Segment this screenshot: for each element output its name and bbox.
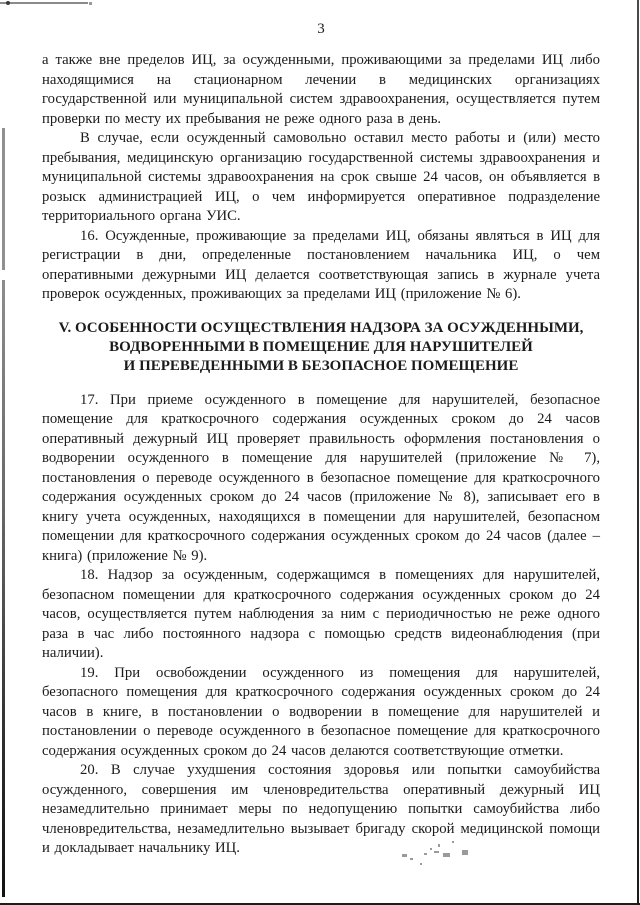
scan-artifact-top-left-dot <box>6 1 10 5</box>
scan-artifact-left-edge-line-lower <box>2 280 5 897</box>
scan-artifact-right-edge-line <box>637 0 639 905</box>
section-heading <box>50 319 592 376</box>
scan-artifact-top-left-line <box>0 2 88 4</box>
paragraph-absence-wanted-notice: В случае, если осужденный самовольно оставил место работы и (или) место пребывания, медицинскую организацию государственной системы здравоохранения и муниципальной системы здравоохранения на срок свыше 24 часов, он объявляется в розыск администрацией ИЦ, о чем информируется оперативное подразделение территориального органа УИС. <box>42 130 600 224</box>
paragraph-continuation: а также вне пределов ИЦ, за осужденными, проживающими за пределами ИЦ либо находящимися на стационарном лечении в медицинских организациях государственной или муниципальной систем здравоохранения, осуществляется путем проверки по месту их пребывания не реже одного раза в день. <box>42 52 600 127</box>
scan-artifact-top-speck <box>89 2 92 5</box>
section-heading-line-1: V. ОСОБЕННОСТИ ОСУЩЕСТВЛЕНИЯ НАДЗОРА ЗА ОСУЖДЕННЫМИ, <box>58 319 584 336</box>
document-text-block <box>42 20 600 859</box>
paragraph-item-16: 16. Осужденные, проживающие за пределами ИЦ, обязаны являться в ИЦ для регистрации в дни, определенные постановлением начальника ИЦ, о чем оперативными дежурными ИЦ делается соответствующая запись в журнале учета проверок осужденных, проживающих за пределами ИЦ (приложение № 6). <box>42 227 600 302</box>
paragraph-item-18: 18. Надзор за осужденным, содержащимся в помещениях для нарушителей, безопасном помещении для краткосрочного содержания осужденных сроком до 24 часов, осуществляется путем наблюдения за ним с периодичностью не реже одного раза в час либо постоянного надзора с помощью средств видеонаблюдения (при наличии). <box>42 567 600 661</box>
paragraph-item-19: 19. При освобождении осужденного из помещения для нарушителей, безопасного помещения для краткосрочного содержания осужденных сроком до 24 часов в книге, в постановлении о водворении в помещение для нарушителей и постановлении о переводе осужденного в безопасное помещение для краткосрочного содержания осужденных сроком до 24 часов делаются соответствующие отметки. <box>42 664 600 759</box>
section-heading-line-3: И ПЕРЕВЕДЕННЫМИ В БЕЗОПАСНОЕ ПОМЕЩЕНИЕ <box>123 357 519 374</box>
scan-artifact-left-edge-line-upper <box>2 128 5 270</box>
paragraph-item-20: 20. В случае ухудшения состояния здоровья или попытки самоубийства осужденного, совершения им членовредительства оперативный дежурный ИЦ незамедлительно принимает меры по недопущению попытки самоубийства либо членовредительства, незамедлительно вызывает бригаду скорой медицинской помощи и докладывает начальнику ИЦ. <box>42 762 600 856</box>
section-heading-line-2: ВОДВОРЕННЫМИ В ПОМЕЩЕНИЕ ДЛЯ НАРУШИТЕЛЕЙ <box>109 338 533 355</box>
paragraph-item-17: 17. При приеме осужденного в помещение для нарушителей, безопасное помещение для краткосрочного содержания осужденных сроком до 24 часов оперативный дежурный ИЦ проверяет правильность оформления постановления о водворении осужденного в помещение для нарушителей (приложение № 7), постановления о переводе осужденного в безопасное помещение для краткосрочного содержания осужденных сроком до 24 часов (приложение № 8), записывает его в книгу учета осужденных, находящихся в помещении для нарушителей, безопасном помещении для краткосрочного содержания осужденных сроком до 24 часов (далее – книга) (приложение № 9). <box>42 391 600 564</box>
page-number: 3 <box>317 21 325 37</box>
